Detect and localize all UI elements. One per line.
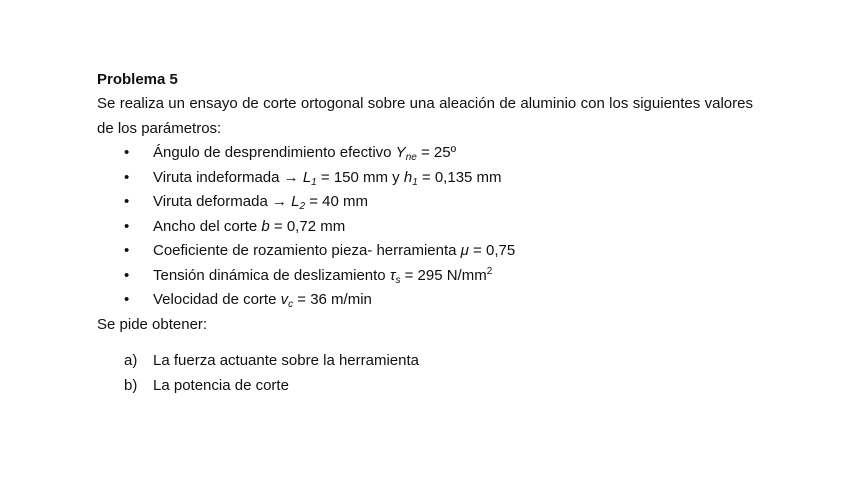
problem-title: Problema 5 [97,71,178,88]
problem-intro: Se realiza un ensayo de corte ortogonal sobre una aleación de aluminio con los siguientes valores de los parámetros: [97,95,753,137]
task-list [97,348,753,398]
list-item: • Viruta indeformada → $L_1 = 150$ mm y $h_1 = 0,135$ mm [97,166,753,191]
list-item: • Coeficiente de rozamiento pieza- herramienta μ = 0,75 [97,239,753,264]
list-item [97,348,753,373]
bullet-icon: • [124,144,130,161]
task-text: La fuerza actuante sobre la herramienta [153,352,419,369]
bullet-icon: • [124,266,130,284]
bullet-icon: • [124,168,130,186]
list-item [97,373,753,398]
task-marker: a) [124,352,138,369]
list-item: • Viruta deformada → $L_2 = 40$ mm [97,190,753,215]
list-item: • Velocidad de corte $v_c = 36$ m/min [97,288,753,313]
arrow-icon: → [271,193,287,210]
spacer [97,337,753,348]
parameter-list [97,141,753,313]
task-text: La potencia de corte [153,377,289,394]
list-item: • Tensión dinámica de deslizamiento $\tau_s = 295$ $N/mm^2$ [97,264,753,289]
list-item: • Ancho del corte b = 0,72 mm [97,215,753,240]
list-item: • Ángulo de desprendimiento efectivo $\Upsilon_{ne}$ = 25º [97,141,753,166]
bullet-icon: • [124,217,130,235]
arrow-icon: → [283,168,299,186]
bullet-icon: • [124,242,130,259]
bullet-icon: • [124,193,130,210]
bullet-icon: • [124,291,130,308]
problem-document [97,67,753,398]
request-label: Se pide obtener: [97,315,208,333]
task-marker: b) [124,377,138,394]
